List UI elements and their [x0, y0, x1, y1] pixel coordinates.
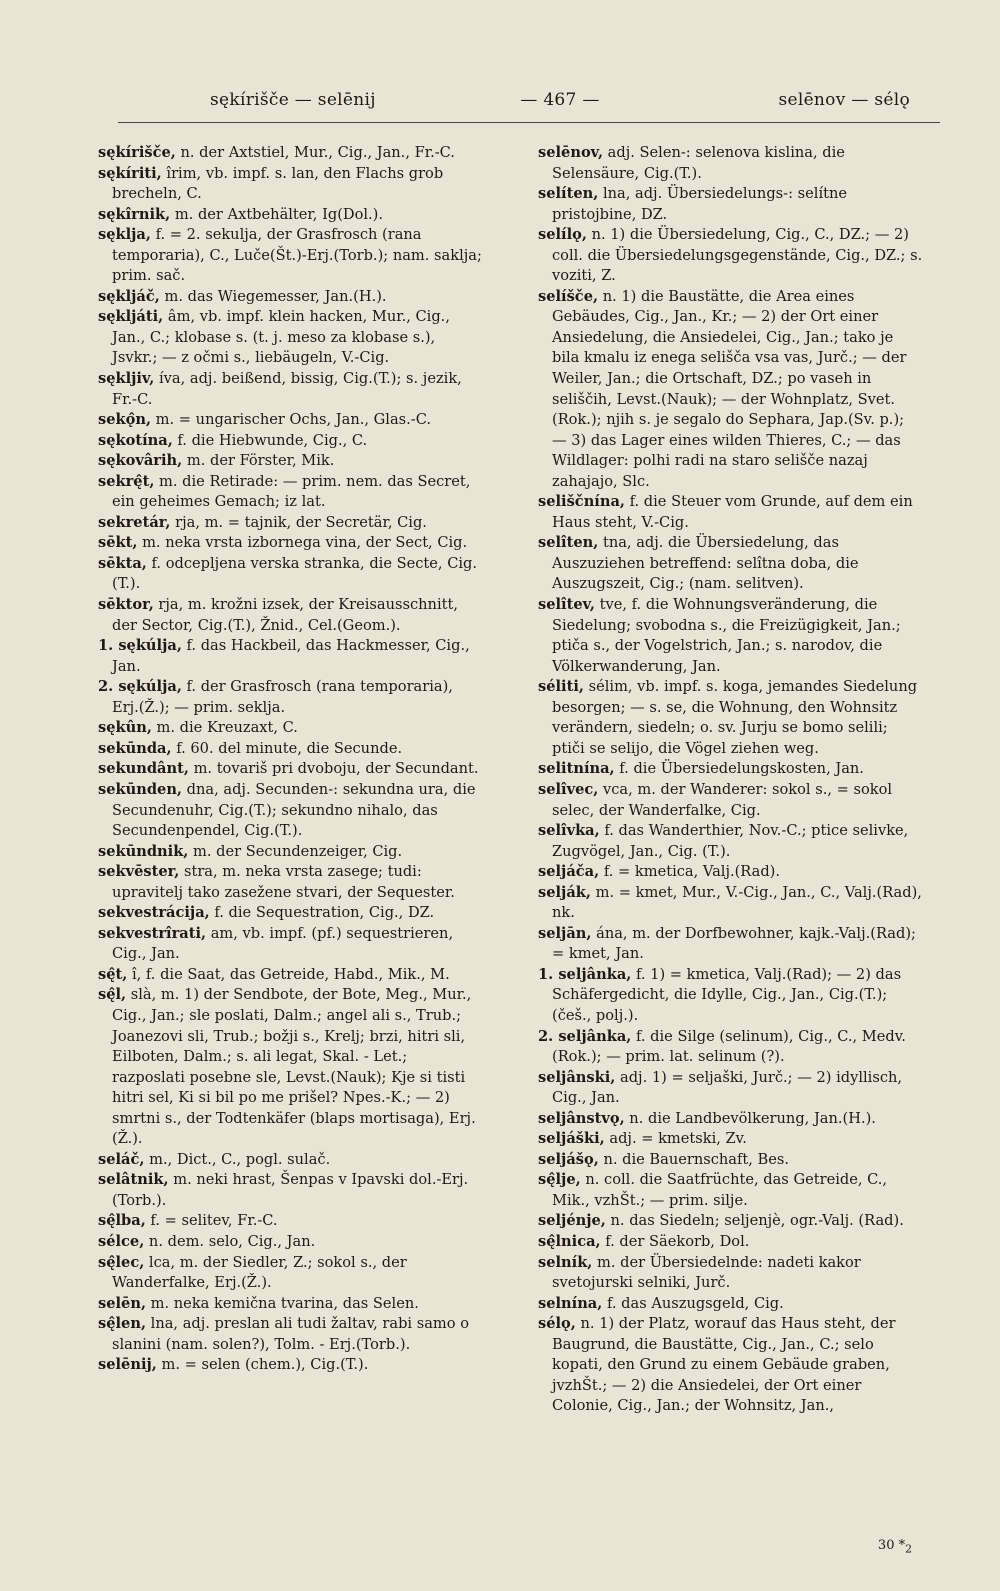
headword: sę̂lnica,	[538, 1232, 601, 1250]
dictionary-entry	[538, 1150, 923, 1171]
definition: m. = ungarischer Ochs, Jan., Glas.-C.	[151, 411, 432, 429]
definition: f. die Hiebwunde, Cig., C.	[172, 431, 368, 449]
headword: sękljáti,	[98, 308, 164, 326]
dictionary-entry	[538, 1232, 923, 1253]
definition: m. der Secundenzeiger, Cig.	[188, 842, 403, 860]
definition: f. das Hackbeil, das Hackmesser, Cig., Jan.	[112, 637, 470, 675]
headword: seljášǫ,	[538, 1150, 599, 1168]
definition: slà, m. 1) der Sendbote, der Bote, Meg., Mur., Cig., Jan.; sle poslati, Dalm.; angel ali s., Trub.; Joanezovi sli, Trub.; božji s., Krelj; brzi, hitri sli, Eilboten, Dalm.; s. ali legat, Skal. - Let.; razposlati posebne sle, Levst.(Nauk); Kje si tisti hitri sel, Ki si bil po me prišel? Npes.-K.; — 2) smrtni s., der Todtenkäfer (blaps mortisaga), Erj.(Ž.).	[112, 986, 476, 1148]
dictionary-entry	[98, 595, 483, 636]
headword: selnína,	[538, 1294, 603, 1312]
dictionary-entry	[98, 143, 483, 164]
dictionary-entry	[98, 1253, 483, 1294]
dictionary-entry	[538, 1294, 923, 1315]
headword: selîvec,	[538, 780, 599, 798]
headword: selíten,	[538, 185, 599, 203]
headword: selēnij,	[98, 1356, 157, 1374]
left-column	[98, 143, 483, 1376]
headword: selēnov,	[538, 144, 604, 161]
headword: sēkt,	[98, 534, 138, 552]
dictionary-entry	[538, 1314, 923, 1417]
definition: íva, adj. beißend, bissig, Cig.(T.); s. jezik, Fr.-C.	[112, 370, 462, 408]
definition: f. 1) = kmetica, Valj.(Rad); — 2) das Schäfergedicht, die Idylle, Cig., Jan., Cig.(T.); (češ., polj.).	[552, 965, 902, 1024]
header-rule	[118, 122, 940, 123]
definition: f. das Wanderthier, Nov.-C.; ptice selivke, Zugvögel, Jan., Cig. (T.).	[552, 822, 909, 860]
headword: sękíriti,	[98, 164, 162, 182]
dictionary-entry	[538, 862, 923, 883]
definition: f. der Grasfrosch (rana temporaria), Erj.(Ž.); — prim. seklja.	[112, 678, 453, 716]
dictionary-entry	[98, 513, 483, 534]
dictionary-entry	[98, 862, 483, 903]
headword: selílǫ,	[538, 226, 587, 244]
dictionary-entry	[98, 677, 483, 718]
definition: n. 1) der Platz, worauf das Haus steht, der Baugrund, die Baustätte, Cig., Jan., C.; selo kopati, den Grund zu einem Gebäude graben, jvzhŠt.; — 2) die Ansiedelei, der Ort einer Colonie, Cig., Jan.; der Wohnsitz, Jan.,	[552, 1315, 896, 1415]
dictionary-entry	[98, 965, 483, 986]
headword: selník,	[538, 1253, 593, 1271]
headword: sękljáč,	[98, 287, 160, 305]
headword: sélǫ,	[538, 1315, 576, 1333]
dictionary-entry	[538, 780, 923, 821]
dictionary-entry	[98, 431, 483, 452]
headword: selēn,	[98, 1294, 147, 1312]
headword: sę̂lec,	[98, 1253, 145, 1271]
dictionary-entry	[98, 1314, 483, 1355]
definition: f. = selitev, Fr.-C.	[145, 1212, 278, 1230]
dictionary-entry	[538, 1253, 923, 1294]
definition: n. der Axtstiel, Mur., Cig., Jan., Fr.-C.	[175, 144, 455, 161]
dictionary-entry	[538, 225, 923, 287]
headword: sękîrnik,	[98, 205, 171, 223]
definition: f. der Säekorb, Dol.	[600, 1232, 750, 1250]
headword: seljânski,	[538, 1068, 616, 1086]
definition: m. = kmet, Mur., V.-Cig., Jan., C., Valj.(Rad), nk.	[552, 883, 922, 922]
dictionary-entry	[98, 1294, 483, 1315]
dictionary-entry	[538, 287, 923, 492]
headword: selják,	[538, 883, 591, 901]
dictionary-entry	[538, 759, 923, 780]
definition: m. der Axtbehälter, Ig(Dol.).	[170, 205, 384, 223]
headword: selíšče,	[538, 287, 599, 305]
headword: sękljiv,	[98, 370, 155, 388]
headword: sekǫ̂n,	[98, 411, 152, 429]
definition: n. dem. selo, Cig., Jan.	[144, 1232, 316, 1250]
headword: 1. seljânka,	[538, 965, 632, 983]
definition: m. neka kemična tvarina, das Selen.	[146, 1294, 419, 1312]
definition: m. die Retirade: — prim. nem. das Secret, ein geheimes Gemach; iz lat.	[112, 472, 471, 511]
definition: m. neki hrast, Šenpas v Ipavski dol.-Erj.(Torb.).	[112, 1171, 469, 1209]
headword: sę̂l,	[98, 986, 127, 1004]
definition: vca, m. der Wanderer: sokol s., = sokol selec, der Wanderfalke, Cig.	[552, 780, 893, 819]
dictionary-entry	[98, 1211, 483, 1232]
headword: sélce,	[98, 1232, 145, 1250]
definition: dna, adj. Secunden-: sekundna ura, die Secundenuhr, Cig.(T.); sekundno nihalo, das Secundenpendel, Cig.(T.).	[112, 780, 476, 840]
definition: f. = 2. sekulja, der Grasfrosch (rana temporaria), C., Luče(Št.)-Erj.(Torb.); nam. saklja; prim. sač.	[112, 226, 482, 285]
headword: sēktor,	[98, 596, 154, 614]
headword: sekundânt,	[98, 760, 189, 778]
definition: adj. = kmetski, Zv.	[604, 1130, 747, 1148]
headword: sekūnda,	[98, 739, 172, 757]
definition: f. die Sequestration, Cig., DZ.	[209, 904, 435, 922]
definition: n. das Siedeln; seljenjè, ogr.-Valj. (Rad).	[605, 1212, 904, 1230]
dictionary-entry	[98, 307, 483, 369]
dictionary-entry	[98, 1150, 483, 1171]
dictionary-entry	[98, 164, 483, 205]
definition: f. odcepljena verska stranka, die Secte, Cig.(T.).	[112, 554, 478, 593]
dictionary-entry	[98, 451, 483, 472]
headword: selitnína,	[538, 760, 615, 778]
definition: î, f. die Saat, das Getreide, Habd., Mik., M.	[127, 965, 450, 983]
definition: f. = kmetica, Valj.(Rad).	[599, 863, 781, 881]
dictionary-entry	[538, 821, 923, 862]
definition: f. das Auszugsgeld, Cig.	[602, 1294, 784, 1312]
dictionary-entry	[98, 472, 483, 513]
headword: sekvestrîrati,	[98, 924, 207, 942]
definition: stra, m. neka vrsta zasege; tudi: upravitelj tako zasežene stvari, der Sequester.	[112, 863, 455, 901]
dictionary-entry	[98, 842, 483, 863]
definition: rja, m. = tajnik, der Secretär, Cig.	[170, 513, 427, 531]
dictionary-entry	[538, 883, 923, 924]
headword: selîten,	[538, 534, 599, 552]
dictionary-entry	[98, 985, 483, 1149]
headword: seljânstvǫ,	[538, 1109, 625, 1127]
headword: sekvestrácija,	[98, 904, 210, 922]
dictionary-entry	[98, 287, 483, 308]
definition: îrim, vb. impf. s. lan, den Flachs grob brecheln, C.	[112, 164, 444, 203]
signature-number: 30 *	[877, 1538, 906, 1553]
dictionary-entry	[98, 1232, 483, 1253]
dictionary-entry	[538, 1109, 923, 1130]
definition: m. der Übersiedelnde: nadeti kakor svetojurski selniki, Jurč.	[552, 1253, 861, 1292]
dictionary-entry	[98, 369, 483, 410]
headword: sekrę̂t,	[98, 472, 155, 490]
dictionary-entry	[98, 1170, 483, 1211]
headword: seljáča,	[538, 863, 600, 881]
dictionary-entry	[538, 1027, 923, 1068]
dictionary-entry	[538, 595, 923, 677]
definition: m. neka vrsta izbornega vina, der Sect, Cig.	[137, 534, 468, 552]
dictionary-entry	[98, 924, 483, 965]
definition: n. 1) die Baustätte, die Area eines Gebäudes, Cig., Jan., Kr.; — 2) der Ort einer Ansiedelung, die Ansiedelei, Cig., Jan.; tako je bila kmalu iz enega selišča vsa vas, Jurč.; — der Weiler, Jan.; die Ortschaft, DZ.; po vaseh in seliščih, Levst.(Nauk); — der Wohnplatz, Svet.(Rok.); njih s. je segalo do Sephara, Jap.(Sv. p.); — 3) das Lager eines wilden Thieres, C.; — das Wildlager: polhi radi na staro selišče nazaj zahajajo, Slc.	[552, 287, 907, 490]
definition: m. der Förster, Mik.	[182, 452, 335, 470]
definition: sélim, vb. impf. s. koga, jemandes Siedelung besorgen; — s. se, die Wohnung, den Wohnsitz verändern, siedeln; o. sv. Jurju se bomo selili; ptiči se selijo, die Vögel ziehen weg.	[552, 678, 918, 757]
headword: sę̂t,	[98, 965, 128, 983]
running-head-left: sękírišče — selēnij	[210, 90, 376, 110]
dictionary-entry	[538, 184, 923, 225]
headword: seliščnína,	[538, 493, 625, 511]
dictionary-entry	[98, 636, 483, 677]
definition: adj. 1) = seljaški, Jurč.; — 2) idyllisch, Cig., Jan.	[552, 1068, 903, 1107]
definition: m. das Wiegemesser, Jan.(H.).	[159, 287, 387, 305]
dictionary-entry	[98, 533, 483, 554]
definition: f. 60. del minute, die Secunde.	[171, 739, 403, 757]
signature-sub: 2	[905, 1542, 912, 1556]
headword: sekretár,	[98, 513, 171, 531]
definition: tna, adj. die Übersiedelung, das Auszuziehen betreffend: selîtna doba, die Auszugszeit, Cig.; (nam. selitven).	[552, 534, 859, 593]
definition: lna, adj. Übersiedelungs-: selítne pristojbine, DZ.	[552, 185, 848, 223]
dictionary-entry	[98, 739, 483, 760]
definition: n. die Landbevölkerung, Jan.(H.).	[624, 1109, 876, 1127]
headword: selîvka,	[538, 822, 600, 840]
dictionary-entry	[538, 965, 923, 1027]
definition: m. tovariš pri dvoboju, der Secundant.	[188, 760, 479, 778]
headword: sekūnden,	[98, 780, 183, 798]
dictionary-entry	[98, 780, 483, 842]
headword: seláč,	[98, 1150, 145, 1168]
headword: séliti,	[538, 678, 584, 696]
headword: sekūndnik,	[98, 842, 189, 860]
definition: lca, m. der Siedler, Z.; sokol s., der Wanderfalke, Erj.(Ž.).	[112, 1253, 407, 1292]
dictionary-entry	[98, 554, 483, 595]
definition: m. die Kreuzaxt, C.	[151, 719, 298, 737]
headword: sękotína,	[98, 431, 173, 449]
definition: rja, m. krožni izsek, der Kreisausschnitt, der Sector, Cig.(T.), Žnid., Cel.(Geom.).	[112, 596, 458, 634]
dictionary-entry	[538, 492, 923, 533]
page-number: — 467 —	[520, 90, 600, 110]
definition: am, vb. impf. (pf.) sequestrieren, Cig., Jan.	[112, 924, 454, 963]
headword: seljénje,	[538, 1212, 606, 1230]
dictionary-entry	[538, 143, 923, 184]
definition: f. die Übersiedelungskosten, Jan.	[614, 760, 864, 778]
headword: sękûn,	[98, 719, 152, 737]
definition: m. = selen (chem.), Cig.(T.).	[156, 1356, 369, 1374]
headword: seljān,	[538, 924, 592, 942]
definition: lna, adj. preslan ali tudi žaltav, rabi samo o slanini (nam. solen?), Tolm. - Erj.(Torb.).	[112, 1315, 469, 1353]
headword: sę̂len,	[98, 1315, 147, 1333]
headword: sę̂lba,	[98, 1212, 146, 1230]
headword: sęklja,	[98, 226, 151, 244]
signature-mark	[878, 1538, 912, 1556]
headword: sekvēster,	[98, 863, 180, 881]
definition: ána, m. der Dorfbewohner, kajk.-Valj.(Rad); = kmet, Jan.	[552, 924, 916, 963]
dictionary-entry	[538, 1211, 923, 1232]
definition: âm, vb. impf. klein hacken, Mur., Cig., Jan., C.; klobase s. (t. j. meso za klobase s.), Jsvkr.; — z očmi s., liebäugeln, V.-Cig.	[112, 308, 450, 367]
headword: sēkta,	[98, 554, 147, 572]
dictionary-entry	[538, 1068, 923, 1109]
right-column	[538, 143, 923, 1417]
headword: 2. sękúlja,	[98, 678, 182, 696]
dictionary-entry	[538, 1170, 923, 1211]
dictionary-entry	[98, 225, 483, 287]
dictionary-entry	[538, 1129, 923, 1150]
definition: n. 1) die Übersiedelung, Cig., C., DZ.; — 2) coll. die Übersiedelungsgegenstände, Cig., DZ.; s. voziti, Z.	[552, 226, 923, 285]
definition: m., Dict., C., pogl. sulač.	[144, 1150, 331, 1168]
dictionary-entry	[98, 759, 483, 780]
running-head-right: selēnov — sélǫ	[778, 90, 910, 110]
definition: f. die Silge (selinum), Cig., C., Medv.(Rok.); — prim. lat. selinum (?).	[552, 1027, 906, 1066]
headword: selâtnik,	[98, 1171, 169, 1189]
dictionary-entry	[98, 718, 483, 739]
definition: adj. Selen-: selenova kislina, die Selensäure, Cig.(T.).	[552, 144, 845, 182]
definition: f. die Steuer vom Grunde, auf dem ein Haus steht, V.-Cig.	[552, 493, 913, 531]
dictionary-entry	[98, 410, 483, 431]
definition: tve, f. die Wohnungsveränderung, die Siedelung; svobodna s., die Freizügigkeit, Jan.; ptiča s., der Vogelstrich, Jan.; s. narodov, die Völkerwanderung, Jan.	[552, 596, 901, 675]
dictionary-entry	[98, 903, 483, 924]
dictionary-entry	[538, 677, 923, 759]
dictionary-entry	[538, 533, 923, 595]
definition: n. coll. die Saatfrüchte, das Getreide, C., Mik., vzhŠt.; — prim. silje.	[552, 1171, 888, 1209]
dictionary-entry	[98, 1355, 483, 1376]
headword: 1. sękúlja,	[98, 637, 182, 655]
headword: sękovârih,	[98, 452, 183, 470]
headword: sękírišče,	[98, 144, 176, 161]
headword: 2. seljânka,	[538, 1027, 632, 1045]
definition: n. die Bauernschaft, Bes.	[598, 1150, 790, 1168]
dictionary-entry	[98, 205, 483, 226]
page-header	[100, 90, 930, 120]
dictionary-entry	[538, 924, 923, 965]
headword: selîtev,	[538, 596, 595, 614]
headword: sę̂lje,	[538, 1171, 581, 1189]
headword: seljáški,	[538, 1130, 605, 1148]
